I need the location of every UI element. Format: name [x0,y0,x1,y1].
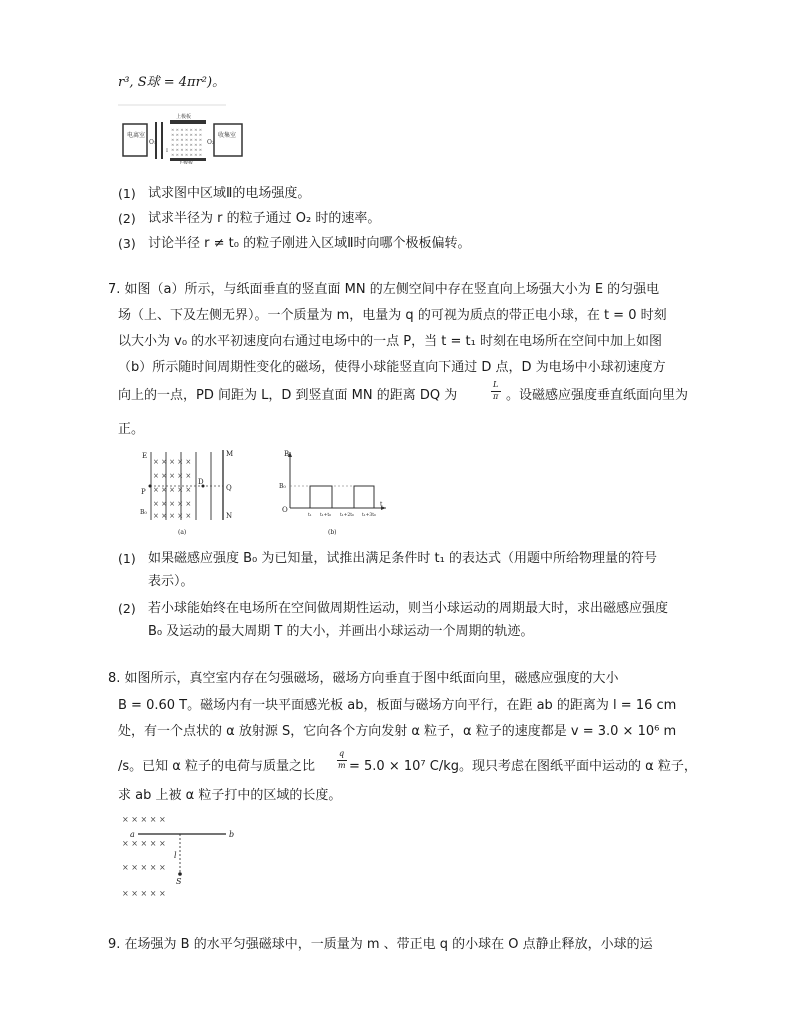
svg-text:× × × × ×: × × × × × [122,863,166,872]
svg-text:× × × × × × ×: × × × × × × × [171,132,203,137]
q8-fraction [337,749,349,779]
q8-frac-num: q [339,749,345,758]
label-q: Q [226,484,232,492]
q7-item-1-num: (1) [118,551,136,566]
svg-text:× × × × × × ×: × × × × × × × [171,127,203,132]
label-b-plate: b [229,830,235,839]
caption-b: (b) [328,529,337,536]
q7-line-2: 场（上、下及左侧无界）。一个质量为 m，电量为 q 的可视为质点的带正电小球，在 t = 0 时刻 [118,308,667,323]
svg-text:× × × × ×: × × × × × [153,486,192,494]
velocity-selector-figure [118,104,246,164]
q8-line-3: 处，有一个点状的 α 放射源 S，它向各个方向发射 α 粒子，α 粒子的速度都是 v = 3.0 × 10⁶ m [118,724,677,739]
svg-text:× × × × ×: × × × × × [153,472,192,480]
svg-text:× × × × × × ×: × × × × × × × [171,147,203,152]
q7-frac-num: L [493,380,499,389]
label-b0-a: B₀ [140,509,147,516]
label-e: E [142,452,148,460]
q7-line-1: 7. 如图（a）所示，与纸面垂直的竖直面 MN 的左侧空间中存在竖直向上场强大小为 E 的匀强电 [108,282,660,297]
q7-item-1-line-2: 表示）。 [148,574,194,589]
q7-frac-den: π [493,392,499,401]
q8-line-1: 8. 如图所示，真空室内存在匀强磁场，磁场方向垂直于图中纸面向里，磁感应强度的大小 [108,671,619,686]
q7-line-4: （b）所示随时间周期性变化的磁场，使得小球能竖直向下通过 D 点，D 为电场中小球初速度方 [118,360,666,375]
q6-item-1-num: (1) [118,186,136,201]
q8-frac-den: m [338,761,346,770]
q6-item-2-num: (2) [118,211,136,226]
q6-item-1-text: 试求图中区域Ⅱ的电场强度。 [148,186,311,201]
q8-line-4b: = 5.0 × 10⁷ C/kg。现只考虑在图纸平面中运动的 α 粒子， [349,759,697,774]
q8-line-4: /s。已知 α 粒子的电荷与质量之比 [118,759,315,774]
svg-text:× × × × ×: × × × × × [122,839,166,848]
bottom-plate-label: 下极板 [178,160,194,164]
q7-line-3: 以大小为 v₀ 的水平初速度向右通过电场中的一点 P，当 t = t₁ 时刻在电场所在空间中加上如图 [118,334,662,349]
q7-item-2-line-1: 若小球能始终在电场所在空间做周期性运动，则当小球运动的周期最大时，求出磁感应强度 [148,601,669,616]
left-box-label-1: 电离室 [127,132,146,139]
label-a: a [130,830,135,839]
o2-label: O₂ [207,139,215,146]
q6-item-3-num: (3) [118,236,136,251]
q8-line-5: 求 ab 上被 α 粒子打中的区域的长度。 [118,788,342,803]
label-n: N [226,512,233,520]
label-b: B [284,450,290,458]
tick-t1: t₁ [308,513,312,518]
q7-item-2-line-2: B₀ 及运动的最大周期 T 的大小，并画出小球运动一个周期的轨迹。 [148,624,534,639]
q7-item-2-num: (2) [118,601,136,616]
label-p: P [141,488,146,496]
q7-item-1-line-1: 如果磁感应强度 B₀ 为已知量，试推出满足条件时 t₁ 的表达式（用题中所给物理量的符号 [148,551,657,566]
svg-text:× × × × ×: × × × × × [153,512,192,520]
svg-text:× × × × ×: × × × × × [153,458,192,466]
q8-line-2: B = 0.60 T。磁场内有一块平面感光板 ab，板面与磁场方向平行，在距 ab 的距离为 l = 16 cm [118,698,677,713]
svg-text:× × × × ×: × × × × × [122,889,166,898]
label-d: D [198,478,204,486]
q7-line-5: 向上的一点，PD 间距为 L，D 到竖直面 MN 的距离 DQ 为 [118,388,458,403]
tick-t1-3t0: t₁+3t₀ [362,513,376,518]
label-t: t [380,501,383,508]
region-one-label: I [166,148,168,154]
field-figure-b [276,448,388,538]
top-plate-label: 上极板 [176,114,192,120]
caption-a: (a) [178,529,187,536]
label-l: l [174,851,177,860]
q9-line-1: 9. 在场强为 B 的水平匀强磁球中，一质量为 m 、带正电 q 的小球在 O 点静止释放，小球的运 [108,937,653,952]
svg-text:× × × × ×: × × × × × [153,500,192,508]
label-s: S [176,877,182,886]
q7-fraction [491,380,503,410]
formula-line: r³, S球 = 4πr²)。 [118,75,226,90]
label-b0-b: B₀ [279,483,286,490]
q7-line-6: 正。 [118,422,145,437]
tick-t1-t0: t₁+t₀ [320,513,331,518]
q6-item-3-text: 讨论半径 r ≠ t₀ 的粒子刚进入区域Ⅱ时向哪个极板偏转。 [148,236,471,251]
svg-text:× × × × × × ×: × × × × × × × [171,152,203,157]
svg-text:× × × × ×: × × × × × [122,815,166,824]
svg-text:× × × × × × ×: × × × × × × × [171,142,203,147]
q7-line-5b: 。设磁感应强度垂直纸面向里为 [506,388,689,403]
q6-item-2-text: 试求半径为 r 的粒子通过 O₂ 时的速率。 [148,211,381,226]
right-box-label: 收集室 [218,132,237,139]
plate-source-figure [118,812,248,904]
field-figure-a [138,448,240,538]
label-m: M [226,450,234,458]
o1-label: O₁ [149,139,157,146]
tick-t1-2t0: t₁+2t₀ [340,513,354,518]
label-o: O [282,506,288,514]
svg-text:× × × × × × ×: × × × × × × × [171,137,203,142]
